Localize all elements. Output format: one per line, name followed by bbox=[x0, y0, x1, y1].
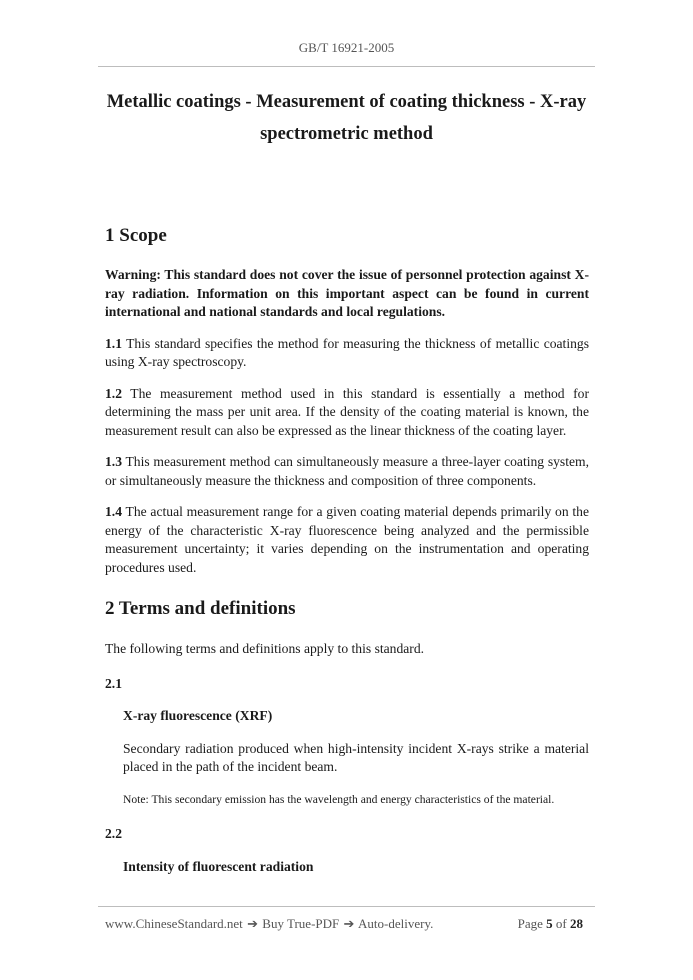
clause-1-2 bbox=[105, 385, 589, 441]
page-number bbox=[518, 916, 583, 932]
clause-text: The actual measurement range for a given coating material depends primarily on the energy of the characteristic X-ray fluorescence being analyzed and the permissible measurement uncertainty; it varies depending on the instrumentation and operating procedures used. bbox=[105, 504, 589, 575]
term-2-2-name: Intensity of fluorescent radiation bbox=[123, 858, 314, 874]
footer-links bbox=[105, 916, 433, 932]
page-current: 5 bbox=[546, 916, 553, 931]
buy-pdf-link[interactable]: Buy True-PDF bbox=[262, 916, 340, 931]
clause-text: This standard specifies the method for measuring the thickness of metallic coatings using X-ray spectroscopy. bbox=[105, 335, 589, 369]
clause-number: 1.1 bbox=[105, 335, 122, 351]
section-1-heading: 1 Scope bbox=[105, 225, 167, 246]
section-2-intro: The following terms and definitions apply to this standard. bbox=[105, 641, 425, 656]
term-2-1-definition: Secondary radiation produced when high-intensity incident X-rays strike a material placed in the path of the incident beam. bbox=[123, 740, 589, 774]
right-arrow-icon: ➔ bbox=[343, 916, 355, 931]
site-link[interactable]: www.ChineseStandard.net bbox=[105, 916, 243, 931]
page-label: Page bbox=[517, 916, 543, 931]
footer-divider bbox=[98, 906, 595, 907]
clause-1-4 bbox=[105, 503, 589, 577]
page-total: 28 bbox=[570, 916, 583, 931]
clause-1-1 bbox=[105, 335, 589, 372]
header-divider bbox=[98, 66, 595, 67]
term-number-2-2: 2.2 bbox=[105, 826, 122, 841]
right-arrow-icon: ➔ bbox=[247, 916, 258, 931]
page-of-label: of bbox=[555, 916, 567, 931]
clause-text: This measurement method can simultaneously measure a three-layer coating system, or simultaneously measure the thickness and composition of three components. bbox=[105, 454, 589, 488]
clause-1-3 bbox=[105, 453, 589, 490]
clause-number: 1.3 bbox=[105, 454, 122, 469]
term-number-2-1: 2.1 bbox=[105, 675, 122, 691]
document-header: GB/T 16921-2005 bbox=[298, 40, 395, 55]
term-2-1-name: X-ray fluorescence (XRF) bbox=[123, 708, 273, 723]
auto-delivery-text: Auto-delivery. bbox=[358, 916, 434, 931]
document-body bbox=[105, 222, 589, 876]
title-line-1: Metallic coatings - Measurement of coating thickness - X-ray bbox=[106, 92, 587, 112]
document-title bbox=[98, 86, 595, 150]
section-2-heading: 2 Terms and definitions bbox=[105, 598, 296, 619]
clause-text: The measurement method used in this standard is essentially a method for determining the mass per unit area. If the density of the coating material is known, the measurement result can also be expressed as the linear thickness of the coating layer. bbox=[105, 385, 589, 438]
warning-paragraph: Warning: This standard does not cover the issue of personnel protection against X-ray radiation. Information on this important aspect can be found in current international and national standards and local regulations. bbox=[105, 267, 589, 319]
clause-number: 1.4 bbox=[105, 504, 122, 519]
clause-number: 1.2 bbox=[105, 385, 122, 401]
term-2-1-note: Note: This secondary emission has the wavelength and energy characteristics of the material. bbox=[123, 792, 555, 806]
title-line-2: spectrometric method bbox=[260, 124, 433, 144]
